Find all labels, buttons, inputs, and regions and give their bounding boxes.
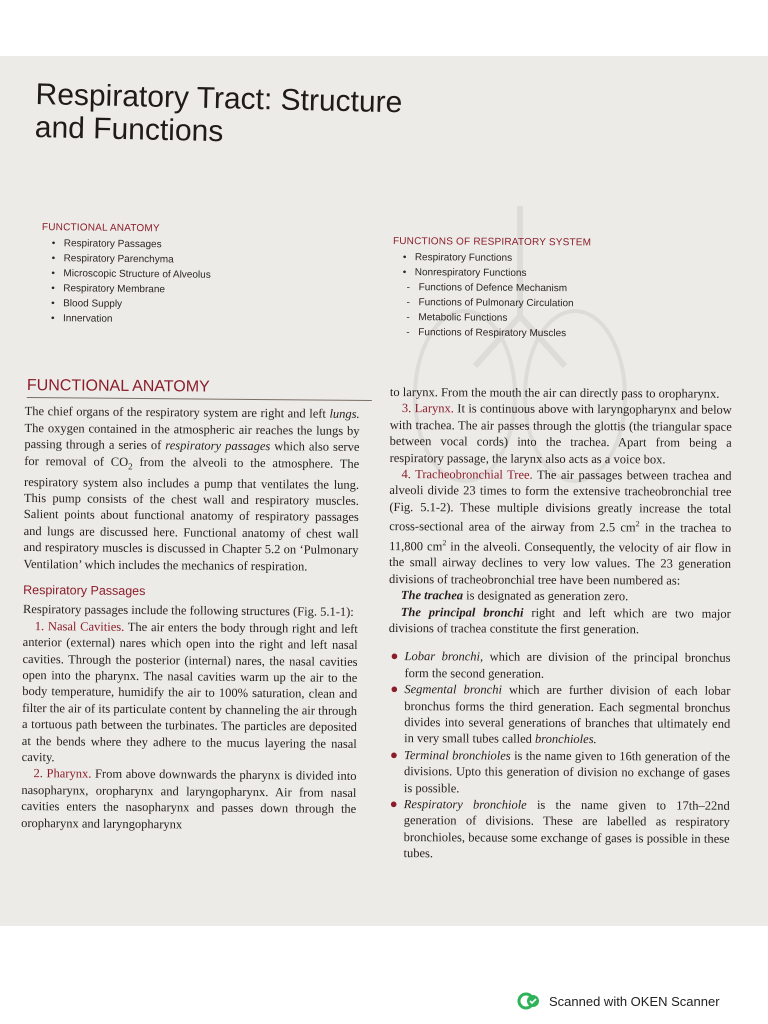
toc-left-heading: FUNCTIONAL ANATOMY (41, 222, 160, 235)
toc-right-subitem: - Functions of Respiratory Muscles (406, 327, 567, 340)
toc-right-subitem: - Metabolic Functions (406, 312, 508, 324)
toc-left-item: • Respiratory Passages (51, 238, 162, 251)
scanned-page (0, 56, 768, 926)
passages-intro: Respiratory passages include the following structures (Fig. 5.1-1): (22, 602, 354, 620)
toc-right-heading: FUNCTIONS OF RESPIRATORY SYSTEM (392, 236, 592, 249)
scanner-watermark (517, 990, 720, 1012)
bullet-dot-icon: ● (389, 796, 398, 812)
bullet-dot-icon: ● (390, 648, 399, 664)
toc-right-subitem: - Functions of Pulmonary Circulation (406, 297, 574, 310)
intro-paragraph: The chief organs of the respiratory system are right and left lungs. The oxygen contained in the atmospheric air reaches the lungs by passing through a series of respiratory passages which also serve for removal of $CO_2$ from the alveoli to the atmosphere. The respiratory system also includes a pump that ventilates the lung. This pump consists of the chest wall and respiratory muscles. Salient points about functional anatomy of respiratory passages and lungs are discussed here. Functional anatomy of chest wall and respiratory muscles is discussed in Chapter 5.2 on ‘Pulmonary Ventilation’ which includes the mechanics of respiration. (23, 404, 360, 574)
toc-right-list (392, 250, 591, 341)
oken-scanner-logo-icon (517, 991, 541, 1011)
generation-bullet-list (387, 648, 730, 863)
list-item: ● Lobar bronchi, which are division of the principal bronchus form the second generation. (390, 648, 731, 681)
scanner-watermark-text: Scanned with OKEN Scanner (549, 993, 720, 1009)
list-item: ● Respiratory bronchiole is the name given to 17th–22nd generation of divisions. These are labelled as respiratory bronchioles, because some exchange of gases is possible in these tubes. (389, 796, 730, 861)
toc-left-item: • Respiratory Parenchyma (51, 253, 174, 266)
page-title (35, 78, 403, 152)
toc-left-item: • Blood Supply (51, 298, 123, 310)
toc-right-item: • Respiratory Functions (402, 252, 513, 264)
toc-right-subitem: - Functions of Defence Mechanism (406, 282, 568, 295)
section-heading-functional-anatomy: FUNCTIONAL ANATOMY (27, 378, 372, 401)
paragraph-trachea: The trachea is designated as generation zero. (400, 588, 629, 604)
toc-functional-anatomy (41, 222, 211, 328)
right-text-column (387, 384, 731, 863)
paragraph-larynx: 3. Larynx. It is continuous above with laryngopharynx and below with trachea. The air passes through the glottis (the triangular space between vocal cords) into the trachea. Apart from being a respiratory passage, the larynx also acts as a voice box. (389, 401, 732, 467)
toc-functions-of-respiratory-system (392, 236, 591, 341)
paragraph-pharynx: 2. Pharynx. From above downwards the pharynx is divided into nasopharynx, oropharynx and laryngopharynx. Air from nasal cavities enters the nasopharynx and passes down through the oropharynx and laryngopharynx (21, 766, 357, 832)
list-item: ● Terminal bronchioles is the name given to 16th generation of the divisions. Upto this generation of division no exchange of gases is possible. (390, 746, 731, 796)
bullet-dot-icon: ● (390, 746, 398, 762)
toc-left-item: • Innervation (50, 313, 113, 325)
bullet-dot-icon: ● (390, 681, 399, 697)
toc-left-item: • Respiratory Membrane (51, 283, 166, 296)
toc-left-item: • Microscopic Structure of Alveolus (51, 268, 211, 281)
toc-right-item: • Nonrespiratory Functions (402, 267, 527, 279)
title-line-2: and Functions (34, 110, 224, 149)
list-item: ● Segmental bronchi which are further division of each lobar bronchus forms the third generation. Each segmental bronchus divides into several generations of branches that ultimately end in very small tubes called bronchioles. (390, 681, 731, 747)
subheading-respiratory-passages: Respiratory Passages (23, 582, 146, 599)
toc-left-list (41, 236, 211, 328)
left-text-column (21, 378, 360, 834)
paragraph-principal-bronchi: The principal bronchi right and left which are two major divisions of trachea constitute the first generation. (388, 604, 731, 637)
title-line-1: Respiratory Tract: Structure (35, 78, 403, 120)
paragraph-nasal-cavities: 1. Nasal Cavities. The air enters the body through right and left anterior (external) nares which open into the right and left nasal cavities. Through the posterior (internal) nares, the nasal cavities open into the pharynx. The nasal cavities warm up the air to the body temperature, humidify the air to 100% saturation, clean and filter the air of its particulate content by channeling the air through a tortuous path between the turbinates. The particles are deposited at the bends where they adhere to the mucus layering the nasal cavity. (21, 618, 358, 765)
paragraph-tracheobronchial-tree: 4. Tracheobronchial Tree. The air passages between trachea and alveoli divide 23 times to form the extensive tracheobronchial tree (Fig. 5.1-2). These multiple divisions greatly increase the total cross-sectional area of the airway from 2.5 $cm^2$ in the trachea to 11,800 $cm^2$ in the alveoli. Consequently, the velocity of air flow in the small airway declines to very low values. The 23 generation divisions of tracheobronchial tree have been numbered as: (388, 467, 732, 588)
paragraph-continuation: to larynx. From the mouth the air can directly pass to oropharynx. (389, 385, 720, 401)
